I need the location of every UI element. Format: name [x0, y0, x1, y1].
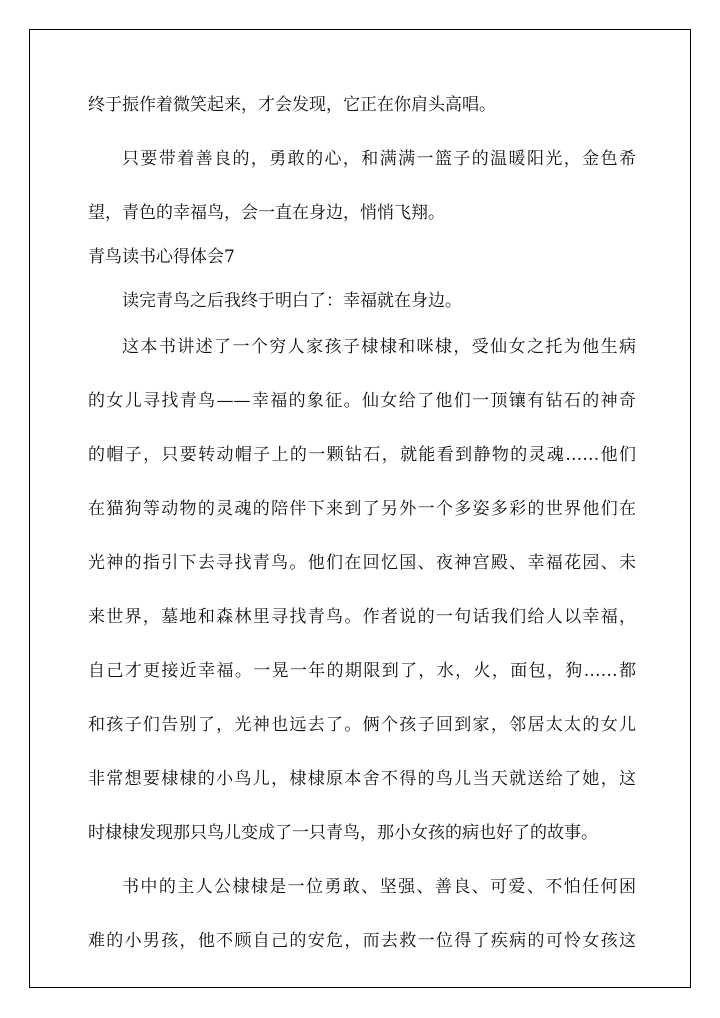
- paragraph-line: 这本书讲述了一个穷人家孩子棣棣和咪棣，受仙女之托为他生病: [122, 337, 636, 357]
- paragraph-line: 读完青鸟之后我终于明白了：幸福就在身边。: [122, 291, 462, 311]
- paragraph-line: 望，青色的幸福鸟，会一直在身边，悄悄飞翔。: [88, 203, 445, 223]
- paragraph-line: 难的小男孩，他不顾自己的安危，而去救一位得了疾病的可怜女孩这: [88, 931, 636, 951]
- paragraph-line: 时棣棣发现那只鸟儿变成了一只青鸟，那小女孩的病也好了的故事。: [88, 823, 598, 843]
- paragraph-line: 书中的主人公棣棣是一位勇敢、坚强、善良、可爱、不怕任何困: [122, 877, 636, 897]
- paragraph-line: 非常想要棣棣的小鸟儿，棣棣原本舍不得的鸟儿当天就送给了她，这: [88, 769, 636, 789]
- paragraph-line: 在猫狗等动物的灵魂的陪伴下来到了另外一个多姿多彩的世界他们在: [88, 499, 636, 519]
- paragraph-line: 的女儿寻找青鸟——幸福的象征。仙女给了他们一顶镶有钻石的神奇: [88, 391, 636, 411]
- paragraph-line: 自己才更接近幸福。一晃一年的期限到了，水，火，面包，狗……都: [88, 661, 636, 681]
- paragraph-line: 只要带着善良的，勇敢的心，和满满一篮子的温暖阳光，金色希: [122, 149, 636, 169]
- paragraph-line: 来世界，墓地和森林里寻找青鸟。作者说的一句话我们给人以幸福，: [88, 607, 636, 627]
- paragraph-line: 和孩子们告别了，光神也远去了。俩个孩子回到家，邻居太太的女儿: [88, 715, 636, 735]
- paragraph-line: 终于振作着微笑起来，才会发现，它正在你肩头高唱。: [88, 95, 496, 115]
- paragraph-line: 的帽子，只要转动帽子上的一颗钻石，就能看到静物的灵魂……他们: [88, 445, 636, 465]
- paragraph-line: 光神的指引下去寻找青鸟。他们在回忆国、夜神宫殿、幸福花园、未: [88, 553, 636, 573]
- section-heading: 青鸟读书心得体会7: [88, 247, 235, 267]
